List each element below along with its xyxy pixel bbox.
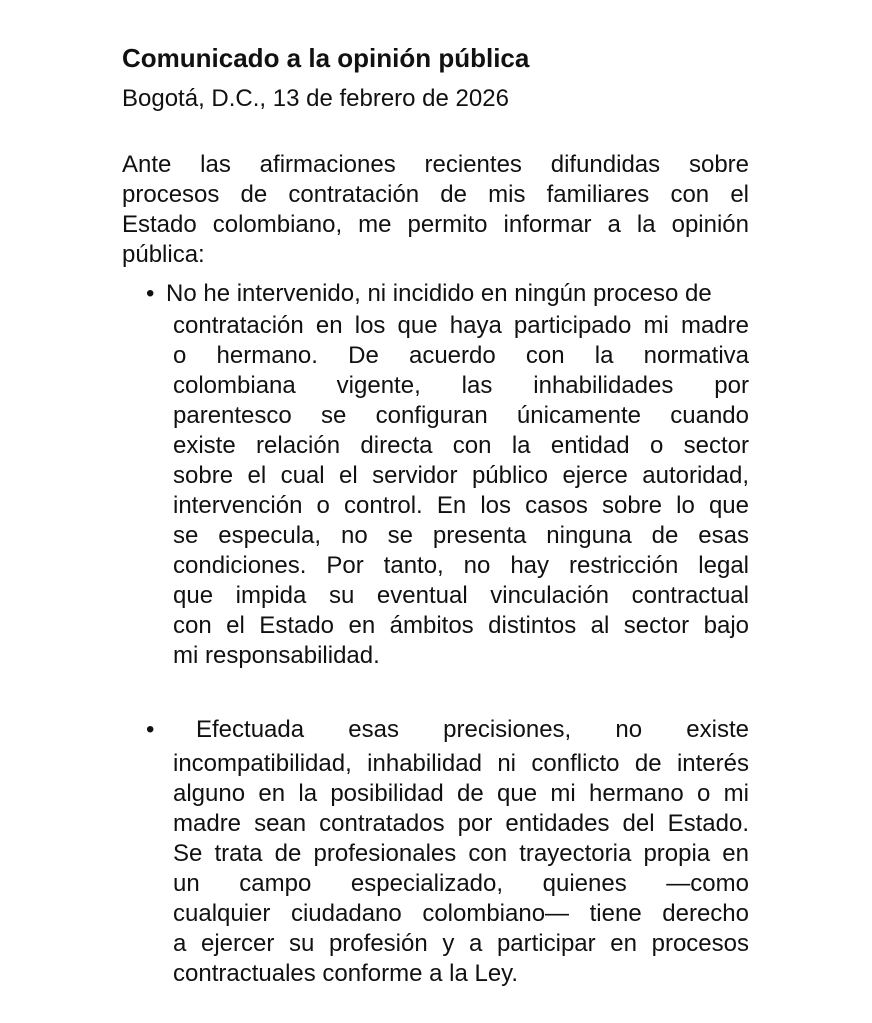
text-line: cualquier ciudadano colombiano— tiene derecho <box>173 900 749 927</box>
intro-paragraph <box>122 150 749 270</box>
text-line: contractuales conforme a la Ley. <box>173 960 519 987</box>
text-line: se especula, no se presenta ninguna de esas <box>173 522 749 549</box>
place-date: Bogotá, D.C., 13 de febrero de 2026 <box>122 85 509 112</box>
document-title: Comunicado a la opinión pública <box>122 43 530 73</box>
bullet-icon: • <box>146 280 155 307</box>
text-line: que impida su eventual vinculación contractual <box>173 582 749 609</box>
text-line: procesos de contratación de mis familiares con el <box>122 181 749 208</box>
text-line: Ante las afirmaciones recientes difundidas sobre <box>122 151 749 178</box>
bullet-item-1 <box>146 279 749 671</box>
text-line: o hermano. De acuerdo con la normativa <box>173 342 749 369</box>
text-line: No he intervenido, ni incidido en ningún proceso de <box>166 280 712 307</box>
text-line: parentesco se configuran únicamente cuando <box>173 402 749 429</box>
text-line: Estado colombiano, me permito informar a la opinión <box>122 211 749 238</box>
text-line: colombiana vigente, las inhabilidades por <box>173 372 749 399</box>
text-line: Se trata de profesionales con trayectoria propia en <box>173 840 749 867</box>
text-line: condiciones. Por tanto, no hay restricción legal <box>173 552 749 579</box>
text-line: Efectuada esas precisiones, no existe <box>196 716 749 743</box>
text-line: incompatibilidad, inhabilidad ni conflicto de interés <box>173 750 749 777</box>
text-line: intervención o control. En los casos sobre lo que <box>173 492 749 519</box>
text-line: un campo especializado, quienes —como <box>173 870 749 897</box>
text-line: sobre el cual el servidor público ejerce autoridad, <box>173 462 749 489</box>
text-line: con el Estado en ámbitos distintos al sector bajo <box>173 612 749 639</box>
text-line: a ejercer su profesión y a participar en procesos <box>173 930 749 957</box>
text-line: madre sean contratados por entidades del Estado. <box>173 810 749 837</box>
text-line: existe relación directa con la entidad o sector <box>173 432 749 459</box>
text-line: contratación en los que haya participado mi madre <box>173 312 749 339</box>
text-line: mi responsabilidad. <box>173 642 380 669</box>
bullet-item-2 <box>146 715 749 989</box>
text-line: pública: <box>122 241 205 268</box>
bullet-icon: • <box>146 716 155 743</box>
text-line: alguno en la posibilidad de que mi hermano o mi <box>173 780 749 807</box>
